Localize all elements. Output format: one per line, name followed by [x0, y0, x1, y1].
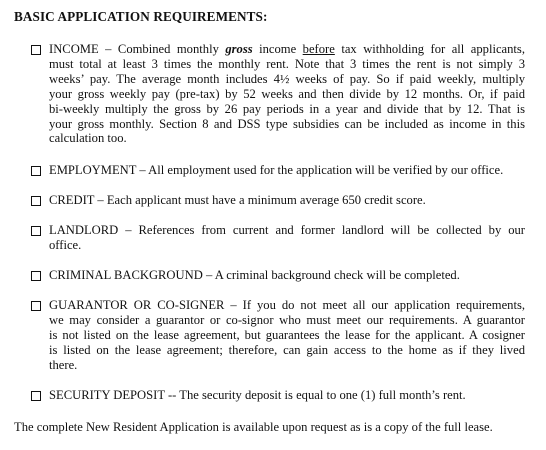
requirement-text — [49, 388, 525, 403]
requirement-text — [49, 298, 525, 373]
page-title: BASIC APPLICATION REQUIREMENTS: — [14, 9, 268, 24]
text-run: income — [252, 42, 303, 56]
requirement-line: is listed on the lease agreement; therefore, can gain access to the home as if they lived — [49, 342, 525, 357]
emphasis-gross: gross — [225, 42, 253, 56]
requirement-line: office. — [49, 237, 82, 252]
checkbox-icon — [31, 196, 41, 206]
requirement-line: LANDLORD – References from current and former landlord will be collected by our — [49, 223, 525, 237]
checkbox-icon — [31, 166, 41, 176]
checkbox-icon — [31, 271, 41, 281]
requirement-text — [49, 223, 525, 253]
checkbox-icon — [31, 45, 41, 55]
requirement-line: bi-weekly multiply the gross by 26 pay periods in a year and divide that by 12. That is — [49, 101, 525, 116]
requirement-line: SECURITY DEPOSIT -- The security deposit is equal to one (1) full month’s rent. — [49, 388, 466, 402]
requirement-line: EMPLOYMENT – All employment used for the application will be verified by our office. — [49, 163, 504, 177]
emphasis-before: before — [302, 42, 335, 56]
requirement-line: weeks’ pay. The average month includes 4½ weeks of pay. So if paid weekly, multiply — [49, 71, 525, 86]
requirement-line: GUARANTOR OR CO-SIGNER – If you do not meet all our application requirements, — [49, 298, 525, 312]
requirement-line: calculation too. — [49, 131, 127, 146]
requirement-line: CRIMINAL BACKGROUND – A criminal background check will be completed. — [49, 268, 460, 282]
checkbox-icon — [31, 301, 41, 311]
text-run: INCOME – Combined monthly — [49, 42, 226, 56]
requirement-line: your gross weekly pay (pre-tax) by 52 weeks and then divide by 12 months. Or, if paid — [49, 86, 525, 101]
requirement-line: CREDIT – Each applicant must have a minimum average 650 credit score. — [49, 193, 426, 207]
footer-note: The complete New Resident Application is available upon request as is a copy of the full lease. — [14, 420, 493, 434]
requirement-text — [49, 268, 525, 283]
requirement-line — [49, 42, 525, 57]
requirement-line: must total at least 3 times the monthly rent. Note that 3 times the rent is not simply 3 — [49, 56, 525, 71]
requirement-line: is not listed on the lease agreement, but guarantees the lease for the applicant. A cosigner — [49, 327, 525, 342]
checkbox-icon — [31, 391, 41, 401]
requirement-text — [49, 193, 525, 208]
requirement-line: there. — [49, 357, 78, 372]
requirement-text — [49, 42, 525, 146]
requirement-line: your gross monthly. Section 8 and DSS type subsidies can be included as income in this — [49, 116, 525, 131]
requirement-line: we may consider a guarantor or co-signor who must meet our requirements. A guarantor — [49, 312, 525, 327]
text-run: tax withholding for all applicants, — [334, 42, 525, 56]
checkbox-icon — [31, 226, 41, 236]
requirement-text — [49, 163, 525, 178]
